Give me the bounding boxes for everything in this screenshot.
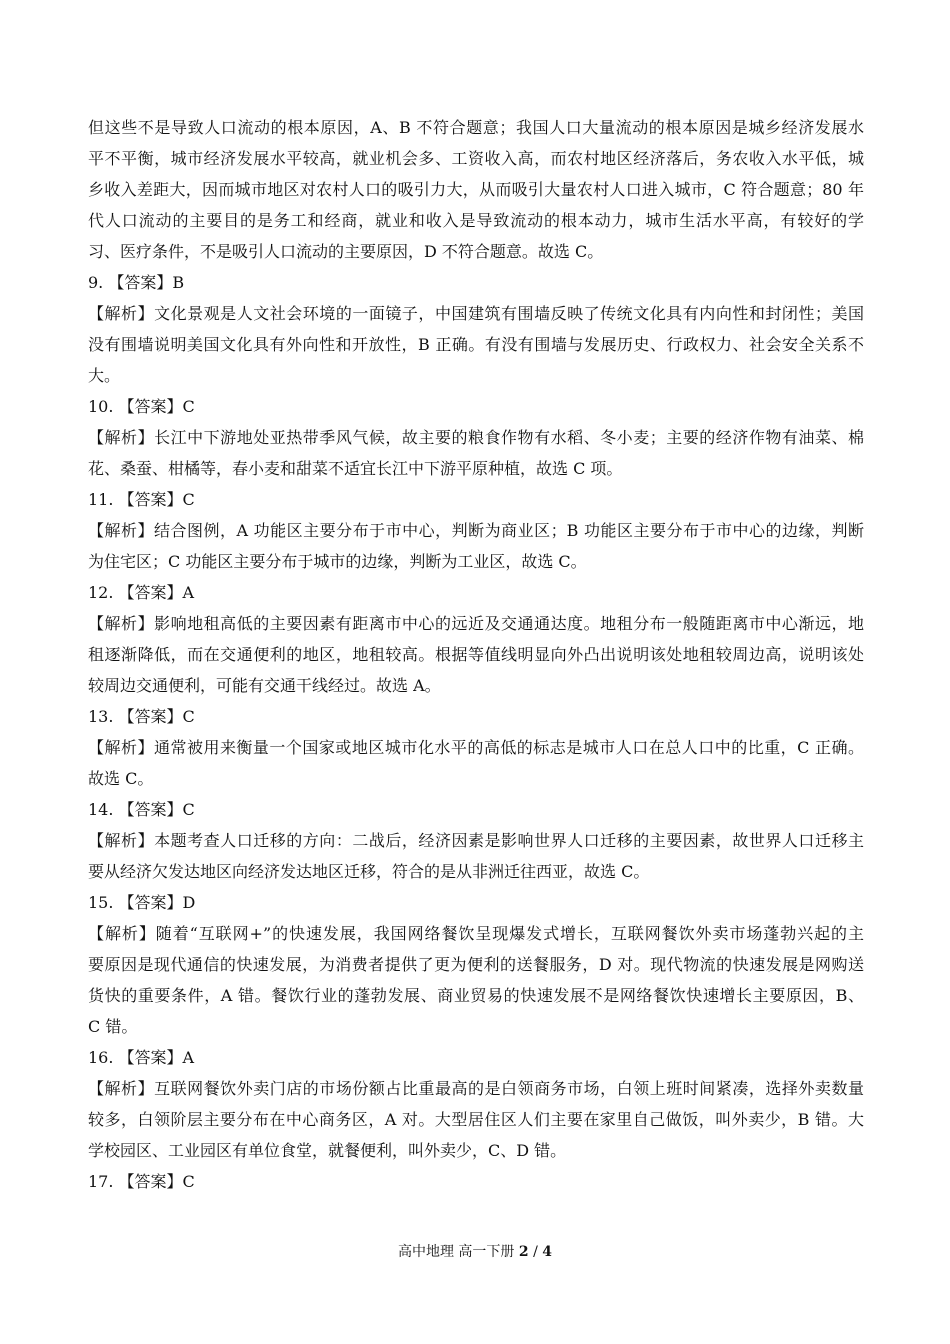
text-line: 17. 【答案】C xyxy=(88,1172,195,1191)
text-line: 【解析】通常被用来衡量一个国家或地区城市化水平的高低的标志是城市人口在总人口中的比重，C 正确。 xyxy=(88,738,864,757)
text-line: 代人口流动的主要目的是务工和经商，就业和收入是导致流动的根本动力，城市生活水平高，有较好的学 xyxy=(88,211,864,230)
text-line: 【解析】文化景观是人文社会环境的一面镜子，中国建筑有围墙反映了传统文化具有内向性和封闭性；美国 xyxy=(88,304,864,323)
text-line: 没有围墙说明美国文化具有外向性和开放性，B 正确。有没有围墙与发展历史、行政权力、社会安全关系不 xyxy=(88,335,864,354)
text-line: 大。 xyxy=(88,366,121,385)
text-line: 但这些不是导致人口流动的根本原因，A、B 不符合题意；我国人口大量流动的根本原因是城乡经济发展水 xyxy=(88,118,864,137)
footer-separator: / xyxy=(528,1244,543,1260)
page-footer xyxy=(0,1242,950,1262)
text-line: 11. 【答案】C xyxy=(88,490,195,509)
text-line: C 错。 xyxy=(88,1017,138,1036)
text-line: 要从经济欠发达地区向经济发达地区迁移，符合的是从非洲迁往西亚，故选 C。 xyxy=(88,862,650,881)
document-body xyxy=(88,112,864,1197)
text-line: 平不平衡，城市经济发展水平较高，就业机会多、工资收入高，而农村地区经济落后，务农收入水平低，城 xyxy=(88,149,864,168)
text-line: 【解析】长江中下游地处亚热带季风气候，故主要的粮食作物有水稻、冬小麦；主要的经济作物有油菜、棉 xyxy=(88,428,864,447)
text-line: 为住宅区；C 功能区主要分布于城市的边缘，判断为工业区，故选 C。 xyxy=(88,552,587,571)
text-line: 【解析】结合图例，A 功能区主要分布于市中心，判断为商业区；B 功能区主要分布于市中心的边缘，判断 xyxy=(88,521,864,540)
text-line: 学校园区、工业园区有单位食堂，就餐便利，叫外卖少，C、D 错。 xyxy=(88,1141,567,1160)
text-line: 9. 【答案】B xyxy=(88,273,185,292)
text-line: 14. 【答案】C xyxy=(88,800,195,819)
footer-page-total: 4 xyxy=(542,1244,553,1260)
text-line: 【解析】随着“互联网+”的快速发展，我国网络餐饮呈现爆发式增长，互联网餐饮外卖市场蓬勃兴起的主 xyxy=(88,924,864,943)
text-line: 16. 【答案】A xyxy=(88,1048,195,1067)
text-line: 习、医疗条件，不是吸引人口流动的主要原因，D 不符合题意。故选 C。 xyxy=(88,242,604,261)
footer-subject: 高中地理 高一下册 xyxy=(397,1244,515,1260)
text-line: 故选 C。 xyxy=(88,769,154,788)
text-line: 10. 【答案】C xyxy=(88,397,195,416)
text-line: 【解析】互联网餐饮外卖门店的市场份额占比重最高的是白领商务市场，白领上班时间紧凑，选择外卖数量 xyxy=(88,1079,864,1098)
text-line: 要原因是现代通信的快速发展，为消费者提供了更为便利的送餐服务，D 对。现代物流的快速发展是网购送 xyxy=(88,955,864,974)
text-line: 13. 【答案】C xyxy=(88,707,195,726)
text-line: 【解析】本题考查人口迁移的方向：二战后，经济因素是影响世界人口迁移的主要因素，故世界人口迁移主 xyxy=(88,831,864,850)
text-line: 较周边交通便利，可能有交通干线经过。故选 A。 xyxy=(88,676,441,695)
text-line: 12. 【答案】A xyxy=(88,583,195,602)
text-line: 【解析】影响地租高低的主要因素有距离市中心的远近及交通通达度。地租分布一般随距离市中心渐远，地 xyxy=(88,614,864,633)
footer-page-number: 2 xyxy=(518,1244,529,1260)
text-line: 花、桑蚕、柑橘等，春小麦和甜菜不适宜长江中下游平原种植，故选 C 项。 xyxy=(88,459,623,478)
text-line: 货快的重要条件，A 错。餐饮行业的蓬勃发展、商业贸易的快速发展不是网络餐饮快速增长主要原因，B、 xyxy=(88,986,864,1005)
text-line: 较多，白领阶层主要分布在中心商务区，A 对。大型居住区人们主要在家里自己做饭，叫外卖少，B 错。大 xyxy=(88,1110,864,1129)
text-line: 乡收入差距大，因而城市地区对农村人口的吸引力大，从而吸引大量农村人口进入城市，C 符合题意；80 年 xyxy=(88,180,864,199)
text-line: 租逐渐降低，而在交通便利的地区，地租较高。根据等值线明显向外凸出说明该处地租较周边高，说明该处 xyxy=(88,645,864,664)
text-line: 15. 【答案】D xyxy=(88,893,196,912)
